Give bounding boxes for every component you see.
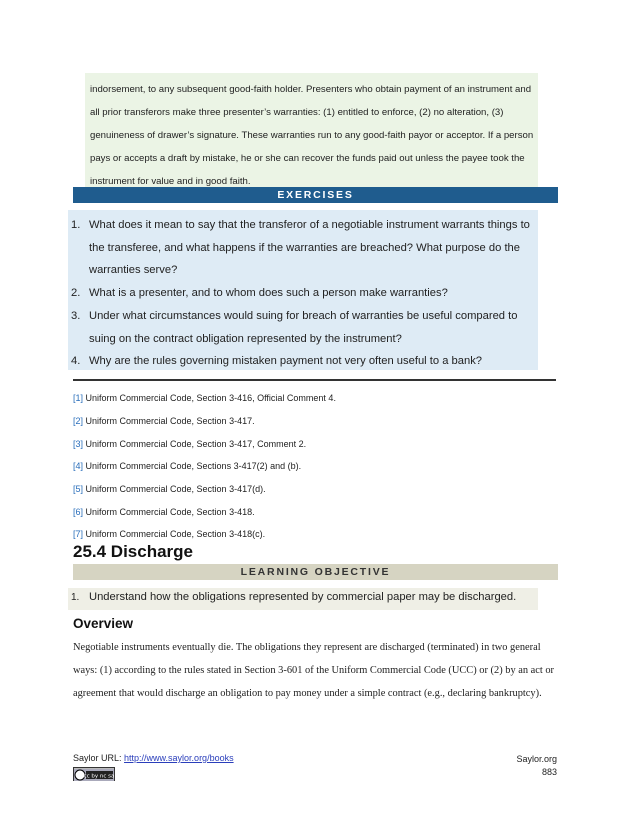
footnote bbox=[73, 484, 266, 494]
takeaway-text: indorsement, to any subsequent good-faith holder. Presenters who obtain payment of an instrument and all prior transferors make three presenter’s warranties: (1) entitled to enforce, (2) no alteration, (3) genuineness of drawer’s signature. These warranties run to any good-faith payor or acceptor. If a person pays or accepts a draft by mistake, he or she can recover the funds paid out unless the payee took the instrument for value and in good faith. bbox=[90, 84, 534, 187]
cc-license-icon bbox=[74, 769, 114, 781]
footnote bbox=[73, 439, 306, 449]
exercise-text: Under what circumstances would suing for breach of warranties be useful compared to suing on the contract obligation represented by the instrument? bbox=[89, 310, 518, 345]
exercise-number: 4. bbox=[71, 355, 81, 367]
footnote bbox=[73, 416, 255, 426]
footnote-mark[interactable]: [2] bbox=[73, 416, 84, 426]
learning-objective-box bbox=[68, 588, 538, 610]
learning-objective-header: LEARNING OBJECTIVE bbox=[73, 564, 558, 580]
footnote-mark[interactable]: [5] bbox=[73, 484, 84, 494]
footnote-mark[interactable]: [7] bbox=[73, 529, 84, 539]
footnote-text: Uniform Commercial Code, Section 3-418(c). bbox=[83, 529, 266, 539]
footnote-mark[interactable]: [3] bbox=[73, 439, 84, 449]
footnote-text: Uniform Commercial Code, Section 3-416, Official Comment 4. bbox=[83, 393, 336, 403]
exercises-box bbox=[68, 210, 538, 370]
footnote-text: Uniform Commercial Code, Section 3-417. bbox=[83, 416, 255, 426]
footnote-divider bbox=[73, 379, 556, 381]
overview-paragraph: Negotiable instruments eventually die. The obligations they represent are discharged (terminated) in two general ways: (1) according to the rules stated in Section 3-601 of the Uniform Commercial Code (UCC) or (2) by an act or agreement that would discharge an obligation to pay money under a simple contract (e.g., declaring bankruptcy). bbox=[73, 642, 555, 699]
section-title: 25.4 Discharge bbox=[73, 542, 194, 561]
footnote bbox=[73, 393, 336, 403]
footnote-text: Uniform Commercial Code, Section 3-417(d). bbox=[83, 484, 266, 494]
footer-url-label: Saylor URL: bbox=[73, 753, 125, 763]
exercises-header: EXERCISES bbox=[73, 187, 558, 203]
exercise-text: What does it mean to say that the transferor of a negotiable instrument warrants things to the transferee, and what happens if the warranties are breached? What purpose do the warranties serve? bbox=[89, 219, 530, 276]
exercise-text: What is a presenter, and to whom does such a person make warranties? bbox=[89, 287, 448, 299]
cc-license-badge bbox=[73, 767, 115, 781]
footer-source bbox=[73, 753, 234, 763]
key-takeaways-box bbox=[85, 73, 538, 187]
footnote-text: Uniform Commercial Code, Sections 3-417(2) and (b). bbox=[83, 461, 302, 471]
cc-badge-text: cc by nc sa bbox=[83, 773, 114, 780]
footnote-mark[interactable]: [6] bbox=[73, 507, 84, 517]
overview-heading: Overview bbox=[73, 616, 134, 631]
page-number: 883 bbox=[541, 767, 557, 777]
footnote-text: Uniform Commercial Code, Section 3-418. bbox=[83, 507, 255, 517]
exercise-number: 2. bbox=[71, 287, 81, 299]
exercise-text: Why are the rules governing mistaken payment not very often useful to a bank? bbox=[89, 355, 483, 367]
footnote bbox=[73, 461, 301, 471]
footnote bbox=[73, 507, 255, 517]
footnote bbox=[73, 529, 265, 539]
footnote-mark[interactable]: [4] bbox=[73, 461, 84, 471]
footer-site: Saylor.org bbox=[516, 754, 557, 764]
exercise-number: 1. bbox=[71, 219, 81, 231]
exercise-number: 3. bbox=[71, 310, 81, 322]
footnote-mark[interactable]: [1] bbox=[73, 393, 84, 403]
objective-text: Understand how the obligations represented by commercial paper may be discharged. bbox=[89, 591, 517, 603]
objective-number: 1. bbox=[71, 592, 80, 603]
footnote-text: Uniform Commercial Code, Section 3-417, Comment 2. bbox=[83, 439, 307, 449]
footer-url-link[interactable]: http://www.saylor.org/books bbox=[124, 753, 234, 763]
footer-page-info bbox=[497, 753, 557, 779]
